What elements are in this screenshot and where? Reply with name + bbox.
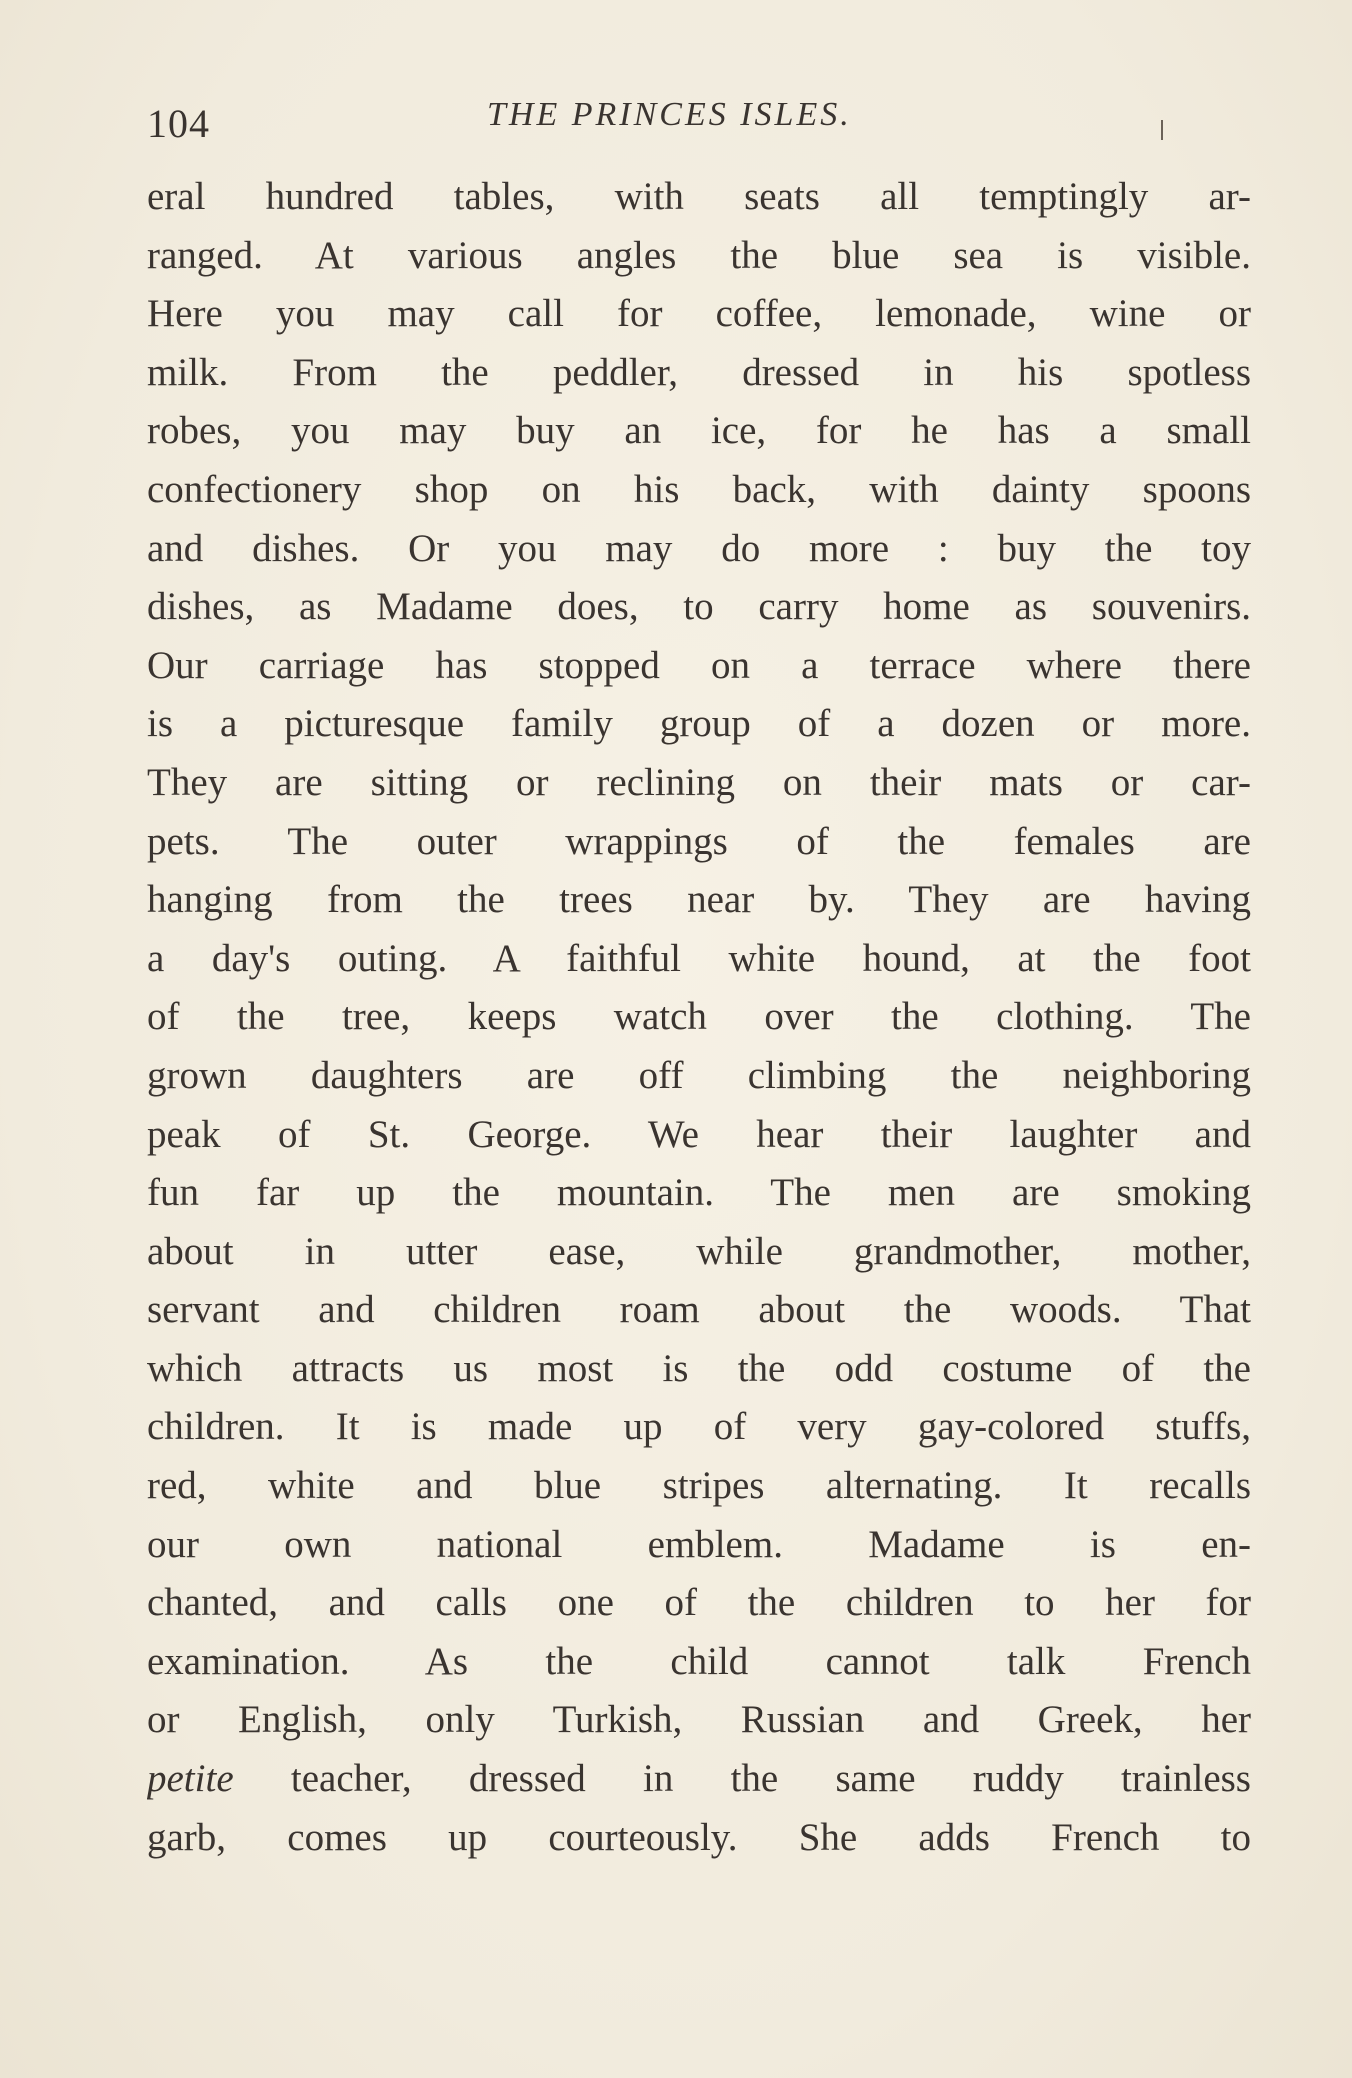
text-line: which attracts us most is the odd costume of the — [147, 1346, 1251, 1390]
text-line: chanted, and calls one of the children to her for — [147, 1581, 1251, 1625]
text-line: or English, only Turkish, Russian and Greek, her — [147, 1698, 1251, 1742]
body-text — [147, 168, 1251, 1867]
text-line: robes, you may buy an ice, for he has a small — [147, 409, 1251, 453]
text-line: pets. The outer wrappings of the females are — [147, 819, 1251, 863]
text-line: our own national emblem. Madame is en- — [147, 1522, 1251, 1566]
text-line: Our carriage has stopped on a terrace where there — [147, 643, 1251, 687]
text-line: children. It is made up of very gay-colored stuffs, — [147, 1405, 1251, 1449]
text-line: dishes, as Madame does, to carry home as souvenirs. — [147, 585, 1251, 629]
text-line: Here you may call for coffee, lemonade, wine or — [147, 292, 1251, 336]
text-line: milk. From the peddler, dressed in his spotless — [147, 350, 1251, 394]
text-line-with-italic — [147, 1750, 1251, 1809]
text-line: hanging from the trees near by. They are having — [147, 878, 1251, 922]
page-number: 104 — [147, 101, 210, 146]
line-remainder: teacher, dressed in the same ruddy trainless — [233, 1757, 1251, 1801]
text-line: confectionery shop on his back, with dainty spoons — [147, 467, 1251, 511]
text-line: garb, comes up courteously. She adds French to — [147, 1815, 1251, 1859]
text-line: of the tree, keeps watch over the clothing. The — [147, 995, 1251, 1039]
text-line: grown daughters are off climbing the neighboring — [147, 1053, 1251, 1097]
text-line: ranged. At various angles the blue sea is visible. — [147, 233, 1251, 277]
text-line: eral hundred tables, with seats all temptingly ar- — [147, 175, 1251, 218]
text-line: red, white and blue stripes alternating. It recalls — [147, 1464, 1251, 1508]
text-line: examination. As the child cannot talk French — [147, 1639, 1251, 1683]
text-line: fun far up the mountain. The men are smoking — [147, 1171, 1251, 1215]
text-line: servant and children roam about the woods. That — [147, 1288, 1251, 1332]
text-line: is a picturesque family group of a dozen or more. — [147, 702, 1251, 746]
text-line: They are sitting or reclining on their mats or car- — [147, 760, 1251, 804]
text-line: a day's outing. A faithful white hound, at the foot — [147, 936, 1251, 980]
text-line: about in utter ease, while grandmother, mother, — [147, 1229, 1251, 1273]
text-line: peak of St. George. We hear their laughter and — [147, 1112, 1251, 1156]
page-header — [0, 80, 1352, 146]
italic-word: petite — [147, 1757, 234, 1801]
running-title: THE PRINCES ISLES. — [487, 96, 852, 133]
page-edge-mark — [1161, 120, 1163, 140]
text-line: and dishes. Or you may do more : buy the toy — [147, 526, 1251, 570]
